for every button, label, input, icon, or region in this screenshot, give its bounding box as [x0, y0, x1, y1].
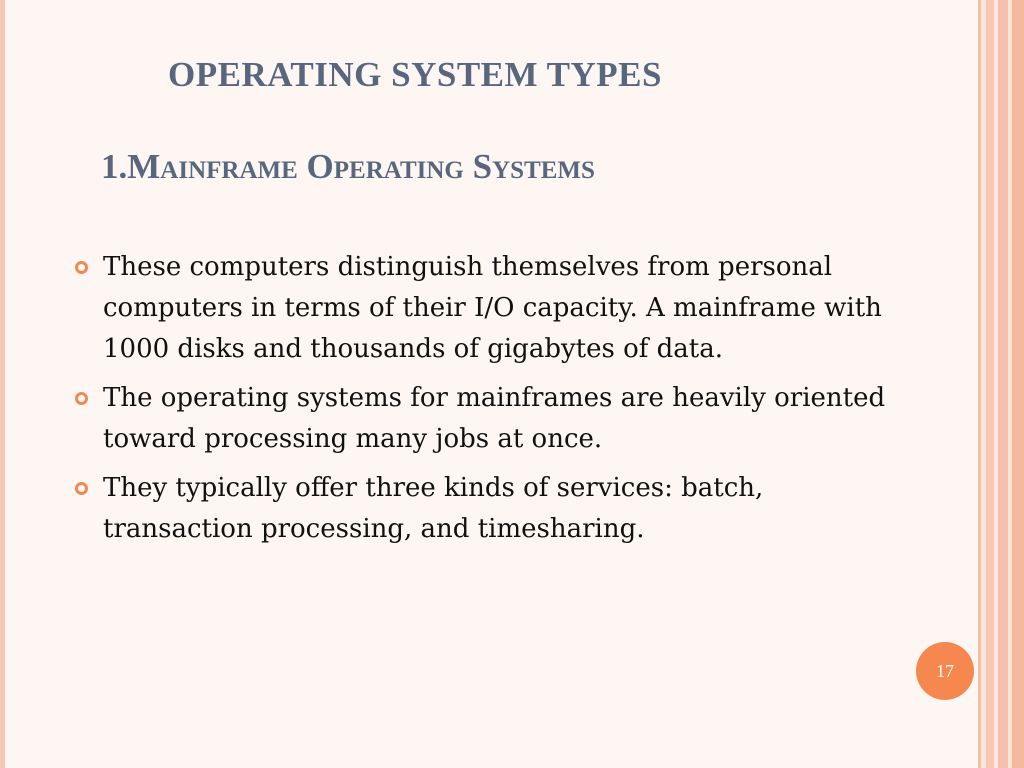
page-number-badge — [916, 642, 974, 700]
bullet-ring-icon — [75, 482, 88, 495]
page-number: 17 — [936, 660, 954, 681]
list-item — [74, 468, 894, 550]
left-border-stripe — [0, 0, 5, 768]
slide-title: OPERATING SYSTEM TYPES — [168, 55, 662, 94]
right-border-stripe — [986, 0, 994, 768]
bullet-ring-icon — [75, 261, 88, 274]
bullet-list — [74, 247, 894, 558]
bullet-text: The operating systems for mainframes are heavily oriented toward processing many jobs at once. — [103, 383, 886, 454]
right-border-stripe — [998, 0, 1008, 768]
slide-subtitle: 1.Mainframe Operating Systems — [101, 147, 595, 186]
list-item — [74, 247, 894, 370]
bullet-ring-icon — [75, 392, 88, 405]
right-border-stripe — [1012, 0, 1024, 768]
bullet-text: They typically offer three kinds of services: batch, transaction processing, and timesharing. — [103, 473, 764, 544]
bullet-text: These computers distinguish themselves from personal computers in terms of their I/O capacity. A mainframe with 1000 disks and thousands of gigabytes of data. — [103, 252, 882, 364]
list-item — [74, 378, 894, 460]
